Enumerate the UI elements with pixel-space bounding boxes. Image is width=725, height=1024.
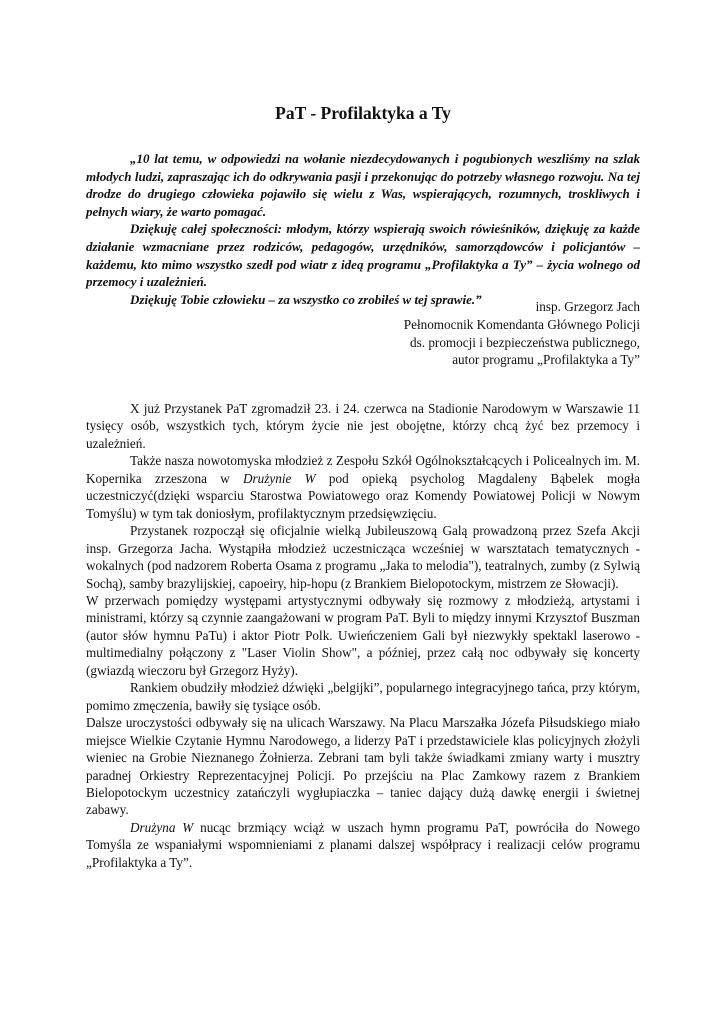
signature-name: insp. Grzegorz Jach [535, 299, 640, 314]
article-body [86, 400, 640, 871]
body-paragraph: X już Przystanek PaT zgromadził 23. i 24. czerwca na Stadionie Narodowym w Warszawie 11 tysięcy osób, wszystkich tych, którym życie nie jest obojętne, którzy chcą żyć bez przemocy i uzależnień. [86, 401, 640, 451]
text-run: pod opieką psycholog Magdaleny Bąbelek mogła uczestniczyć(dzięki wsparciu Starostwa Powiatowego oraz Komendy Powiatowej Policji w Nowym Tomyślu) w tym tak doniosłym, profilaktycznym przedsięwzięciu. [86, 470, 640, 521]
body-paragraph: W przerwach pomiędzy występami artystycznymi odbywały się rozmowy z młodzieżą, artystami i ministrami, którzy są czynnie zaangażowani w program PaT. Byli to między innymi Krzysztof Buszman (autor słów hymnu PaTu) i aktor Piotr Polk. Uwieńczeniem Gali był niezwykły spektakl laserowo - multimedialny połączony z "Laser Violin Show", a później, przez całą noc odbywały się koncerty (gwiazdą wieczoru był Grzegorz Hyży). [86, 592, 640, 678]
quote-paragraph: „10 lat temu, w odpowiedzi na wołanie niezdecydowanych i pogubionych weszliśmy na szlak młodych ludzi, zapraszając ich do odkrywania pasji i przekonując do potrzeby własnego rozwoju. Na tej drodze do drugiego człowieka pojawiło się wielu z Was, wspierających, rozumnych, troskliwych i pełnych wiary, że warto pomagać. [86, 151, 640, 219]
team-name: Drużynie W [243, 470, 316, 486]
opening-quote [86, 150, 640, 308]
signature-role: Pełnomocnik Komendanta Głównego Policji [403, 316, 640, 332]
team-name: Drużyna W [130, 819, 194, 835]
body-paragraph: Dalsze uroczystości odbywały się na ulicach Warszawy. Na Placu Marszałka Józefa Piłsudskiego miało miejsce Wielkie Czytanie Hymnu Narodowego, a liderzy PaT i przedstawiciele klas policyjnych złożyli wieniec na Grobie Nieznanego Żołnierza. Zebrani tam byli także świadkami zmiany warty i musztry paradnej Orkiestry Reprezentacyjnej Policji. Po przejściu na Plac Zamkowy razem z Brankiem Bielopotockym uczestnicy zatańczyli wygłupiaczka – taniec dający dużą dawkę energii i świetnej zabawy. [86, 715, 640, 818]
quote-paragraph: Dziękuję Tobie człowieku – za wszystko co zrobiłeś w tej sprawie.” [130, 291, 482, 307]
body-paragraph: Rankiem obudziły młodzież dźwięki „belgijki”, popularnego integracyjnego tańca, przy którym, pomimo zmęczenia, bawiły się tysiące osób. [86, 680, 640, 713]
body-paragraph [86, 819, 640, 871]
signature-role: autor programu „Profilaktyka a Ty” [452, 352, 640, 368]
signature-block [86, 298, 640, 369]
page-title: PaT - Profilaktyka a Ty [275, 103, 451, 123]
body-paragraph [86, 452, 640, 522]
text-run: nucąc brzmiący wciąż w uszach hymn programu PaT, powróciła do Nowego Tomyśla ze wspaniałymi wspomnieniami z planami dalszej współpracy i realizacji celów programu „Profilaktyka a Ty”. [86, 819, 640, 870]
body-paragraph: Przystanek rozpoczął się oficjalnie wielką Jubileuszową Galą prowadzoną przez Szefa Akcji insp. Grzegorza Jacha. Wystąpiła młodzież uczestnicząca wcześniej w warsztatach tematycznych - wokalnych (pod nadzorem Roberta Osama z programu „Jaka to melodia"), teatralnych, zumby (z Sylwią Sochą), samby brazylijskiej, capoeiry, hip-hopu (z Brankiem Bielopotockym, mistrzem ze Słowacji). [86, 523, 640, 591]
quote-paragraph: Dziękuję całej społeczności: młodym, którzy wspierają swoich rówieśników, dziękuję za każde działanie wzmacniane przez rodziców, pedagogów, urzędników, samorządowców i policjantów – każdemu, kto mimo wszystko szedł pod wiatr z ideą programu „Profilaktyka a Ty” – życia wolnego od przemocy i uzależnień. [86, 221, 640, 290]
text-run: Także nasza nowotomyska młodzież z Zespołu Szkół Ogólnokształcących i Policealnych im. M. Kopernika zrzeszona w [86, 453, 640, 486]
signature-role: ds. promocji i bezpieczeństwa publicznego, [410, 334, 640, 350]
